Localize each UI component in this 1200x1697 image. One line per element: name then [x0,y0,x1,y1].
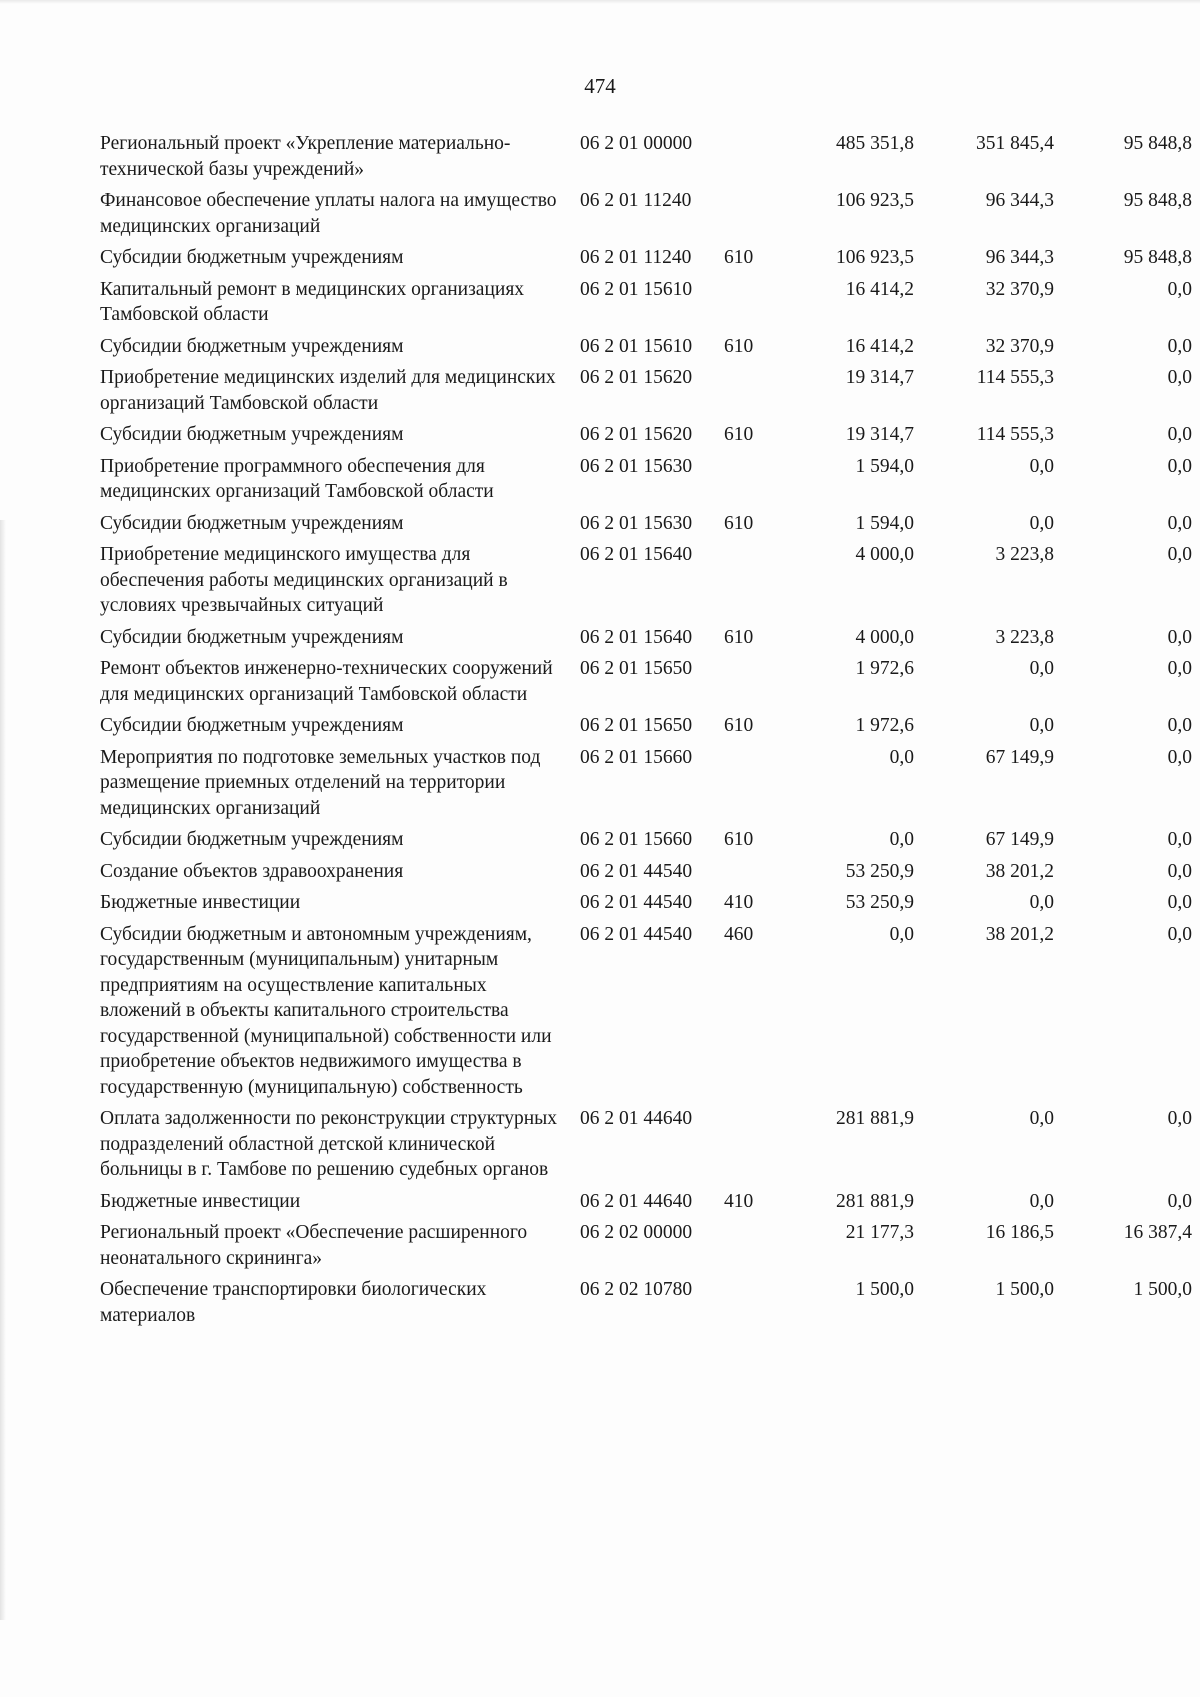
item-name: Бюджетные инвестиции [100,892,301,913]
amount-3: 0,0 [1167,746,1192,768]
amount-2: 0,0 [1029,1108,1054,1129]
amount-3: 95 848,8 [1123,133,1192,154]
amount-2: 67 149,9 [985,746,1054,768]
item-name: Субсидии бюджетным учреждениям [100,335,404,357]
amount-1: 106 923,5 [836,247,914,268]
item-name: Ремонт объектов инженерно-технических сооружений для медицинских организаций Тамбовской области [100,658,553,705]
amount-1: 1 972,6 [855,658,914,679]
amount-2: 38 201,2 [985,923,1054,945]
amount-2: 38 201,2 [985,860,1054,882]
target-code: 06 2 01 15650 [580,658,693,679]
amount-3: 0,0 [1167,892,1192,913]
table-row [100,1220,1192,1277]
target-code: 06 2 01 15630 [580,512,693,534]
amount-3: 0,0 [1167,544,1192,565]
amount-1: 21 177,3 [845,1222,914,1243]
amount-3: 95 848,8 [1123,247,1192,268]
amount-3: 0,0 [1167,626,1192,648]
expense-type: 610 [724,715,754,736]
table-row [100,245,1192,277]
table-row [100,511,1192,543]
amount-2: 114 555,3 [976,424,1054,445]
amount-2: 32 370,9 [985,278,1054,300]
expense-type [724,859,784,891]
amount-2: 96 344,3 [985,247,1054,268]
amount-2: 0,0 [1029,715,1054,736]
expense-type [724,1106,784,1189]
table-row [100,131,1192,188]
amount-3: 0,0 [1167,335,1192,357]
table-row [100,713,1192,745]
target-code: 06 2 01 44540 [580,923,693,945]
expense-type: 610 [724,335,754,357]
target-code: 06 2 01 15610 [580,278,693,300]
amount-1: 0,0 [889,829,914,850]
amount-2: 16 186,5 [985,1222,1054,1243]
target-code: 06 2 01 11240 [580,247,692,268]
amount-1: 281 881,9 [836,1190,914,1212]
target-code: 06 2 01 15660 [580,829,693,850]
item-name: Создание объектов здравоохранения [100,860,404,882]
table-row [100,656,1192,713]
table-row [100,1277,1192,1334]
target-code: 06 2 01 15640 [580,544,693,565]
expense-type: 610 [724,829,754,850]
amount-2: 0,0 [1029,512,1054,534]
expense-type [724,542,784,625]
amount-1: 1 594,0 [855,455,914,477]
target-code: 06 2 01 15640 [580,626,693,648]
table-row [100,454,1192,511]
expense-type: 410 [724,1190,754,1212]
target-code: 06 2 01 15650 [580,715,693,736]
expense-type: 610 [724,512,754,534]
amount-1: 19 314,7 [845,424,914,445]
table-row [100,365,1192,422]
item-name: Оплата задолженности по реконструкции структурных подразделений областной детской клинической больницы в г. Тамбове по решению судебных органов [100,1108,558,1180]
amount-3: 0,0 [1167,424,1192,445]
item-name: Мероприятия по подготовке земельных участков под размещение приемных отделений на территории медицинских организаций [100,746,541,819]
amount-1: 485 351,8 [836,133,914,154]
expense-type [724,656,784,713]
amount-1: 1 972,6 [855,715,914,736]
amount-2: 3 223,8 [995,626,1054,648]
table-row [100,1189,1192,1221]
amount-1: 281 881,9 [836,1108,914,1129]
expense-type [724,131,784,188]
amount-3: 0,0 [1167,1108,1192,1129]
item-name: Приобретение медицинского имущества для обеспечения работы медицинских организаций в условиях чрезвычайных ситуаций [100,544,508,616]
amount-3: 16 387,4 [1123,1222,1192,1243]
item-name: Региональный проект «Обеспечение расширенного неонатального скрининга» [100,1222,528,1269]
expense-type [724,277,784,334]
amount-2: 32 370,9 [985,335,1054,357]
amount-3: 0,0 [1167,658,1192,679]
amount-1: 4 000,0 [855,544,914,565]
table-body [100,131,1192,1334]
amount-3: 0,0 [1167,455,1192,477]
amount-1: 53 250,9 [845,892,914,913]
table-row [100,422,1192,454]
scan-edge-left [0,520,6,1620]
target-code: 06 2 01 44640 [580,1190,693,1212]
item-name: Субсидии бюджетным учреждениям [100,247,404,268]
amount-2: 0,0 [1029,1190,1054,1212]
amount-1: 106 923,5 [836,190,914,211]
amount-2: 0,0 [1029,455,1054,477]
amount-3: 0,0 [1167,1190,1192,1212]
amount-3: 0,0 [1167,715,1192,736]
expense-type [724,188,784,245]
page-number: 474 [584,74,616,98]
expense-type [724,745,784,828]
expense-type: 610 [724,247,754,268]
item-name: Финансовое обеспечение уплаты налога на имущество медицинских организаций [100,190,557,237]
table-row [100,1106,1192,1189]
table-row [100,922,1192,1107]
item-name: Приобретение программного обеспечения для медицинских организаций Тамбовской области [100,455,494,502]
expense-type [724,1220,784,1277]
amount-3: 1 500,0 [1133,1279,1192,1300]
budget-table [100,131,1192,1334]
expense-type [724,1277,784,1334]
table-row [100,745,1192,828]
expense-type: 610 [724,626,754,648]
expense-type: 460 [724,923,754,945]
amount-2: 0,0 [1029,892,1054,913]
amount-3: 0,0 [1167,829,1192,850]
table-row [100,188,1192,245]
table-row [100,542,1192,625]
item-name: Субсидии бюджетным учреждениям [100,829,404,850]
target-code: 06 2 02 00000 [580,1222,693,1243]
amount-3: 0,0 [1167,923,1192,945]
amount-2: 3 223,8 [995,544,1054,565]
item-name: Бюджетные инвестиции [100,1190,301,1212]
amount-3: 0,0 [1167,278,1192,300]
item-name: Субсидии бюджетным и автономным учреждениям, государственным (муниципальным) унитарным предприятиям на осуществление капитальных вложений в объекты капитального строительства государственной (муниципальной) собственности или приобретение объектов недвижимого имущества в государственную (муниципальную) собственность [100,923,552,1098]
target-code: 06 2 01 15630 [580,455,693,477]
item-name: Обеспечение транспортировки биологических материалов [100,1279,487,1326]
amount-3: 0,0 [1167,367,1192,388]
expense-type: 610 [724,424,754,445]
target-code: 06 2 01 15620 [580,367,693,388]
item-name: Субсидии бюджетным учреждениям [100,424,404,445]
table-row [100,859,1192,891]
table-row [100,625,1192,657]
target-code: 06 2 01 44540 [580,860,693,882]
amount-2: 114 555,3 [976,367,1054,388]
amount-1: 1 594,0 [855,512,914,534]
amount-1: 0,0 [889,923,914,945]
expense-type: 410 [724,892,754,913]
amount-2: 96 344,3 [985,190,1054,211]
amount-1: 19 314,7 [845,367,914,388]
target-code: 06 2 01 11240 [580,190,692,211]
amount-3: 0,0 [1167,860,1192,882]
amount-1: 1 500,0 [855,1279,914,1300]
amount-1: 53 250,9 [845,860,914,882]
amount-1: 0,0 [889,746,914,768]
item-name: Субсидии бюджетным учреждениям [100,626,404,648]
target-code: 06 2 01 15610 [580,335,693,357]
expense-type [724,365,784,422]
amount-2: 67 149,9 [985,829,1054,850]
target-code: 06 2 01 15660 [580,746,693,768]
item-name: Приобретение медицинских изделий для медицинских организаций Тамбовской области [100,367,556,414]
amount-1: 4 000,0 [855,626,914,648]
scan-edge-top [0,0,1200,4]
amount-1: 16 414,2 [845,278,914,300]
target-code: 06 2 02 10780 [580,1279,693,1300]
item-name: Капитальный ремонт в медицинских организациях Тамбовской области [100,278,525,325]
amount-2: 0,0 [1029,658,1054,679]
expense-type [724,454,784,511]
table-row [100,334,1192,366]
amount-2: 1 500,0 [995,1279,1054,1300]
table-row [100,890,1192,922]
target-code: 06 2 01 44540 [580,892,693,913]
target-code: 06 2 01 00000 [580,133,693,154]
target-code: 06 2 01 44640 [580,1108,693,1129]
item-name: Субсидии бюджетным учреждениям [100,715,404,736]
amount-1: 16 414,2 [845,335,914,357]
item-name: Региональный проект «Укрепление материально-технической базы учреждений» [100,133,511,180]
amount-2: 351 845,4 [976,133,1054,154]
table-row [100,827,1192,859]
target-code: 06 2 01 15620 [580,424,693,445]
item-name: Субсидии бюджетным учреждениям [100,512,404,534]
table-row [100,277,1192,334]
amount-3: 95 848,8 [1123,190,1192,211]
amount-3: 0,0 [1167,512,1192,534]
